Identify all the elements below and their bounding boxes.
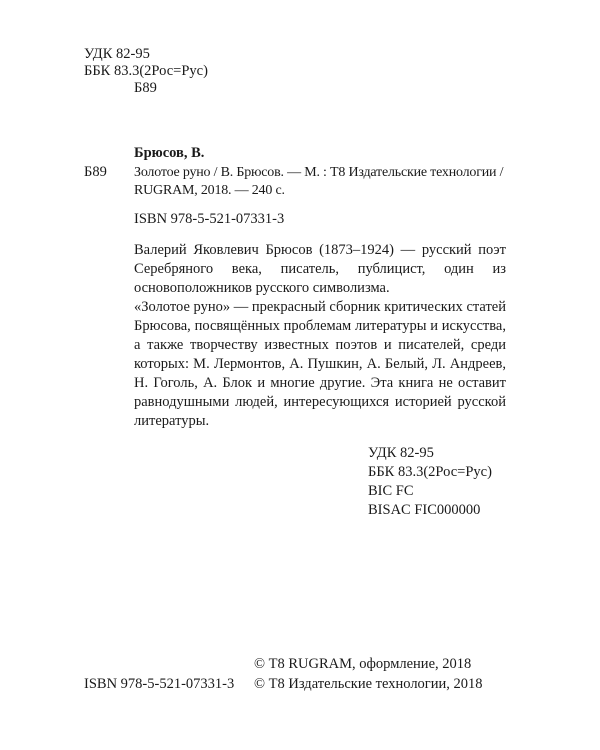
annotation-paragraph-1: Валерий Яковлевич Брюсов (1873–1924) — русский поэт Серебряного века, писатель, публицист, один из основоположников русского символизма.: [134, 242, 506, 296]
bic-code: BIC FC: [368, 483, 414, 499]
author-heading: Брюсов, В.: [134, 145, 205, 161]
catalog-isbn: ISBN 978-5-521-07331-3: [134, 211, 285, 227]
title-statement-line-1: Золотое руно / В. Брюсов. — М. : Т8 Издательские технологии /: [134, 165, 504, 180]
bottom-bbk-code: ББК 83.3(2Рос=Рус): [368, 464, 492, 480]
catalog-author-mark: Б89: [84, 164, 107, 180]
annotation: [134, 241, 506, 431]
copyright-isbn: ISBN 978-5-521-07331-3: [84, 676, 235, 692]
bisac-code: BISAC FIC000000: [368, 502, 481, 518]
copyright-design: © Т8 RUGRAM, оформление, 2018: [254, 656, 472, 672]
bottom-udk-code: УДК 82-95: [368, 445, 434, 461]
annotation-paragraph-2: «Золотое руно» — прекрасный сборник критических статей Брюсова, посвящённых проблемам литературы и искусства, а также творчеству известных поэтов и писателей, среди которых: М. Лермонтов, А. Пушкин, А. Белый, Л. Андреев, Н. Гоголь, А. Блок и многие другие. Эта книга не оставит равнодушными людей, интересующихся историей русской литературы.: [134, 299, 506, 429]
top-author-mark: Б89: [134, 80, 157, 96]
top-bbk-code: ББК 83.3(2Рос=Рус): [84, 63, 208, 79]
copyright-publisher: © Т8 Издательские технологии, 2018: [254, 676, 483, 692]
top-udk-code: УДК 82-95: [84, 46, 150, 62]
title-statement-line-2: RUGRAM, 2018. — 240 с.: [134, 183, 285, 198]
